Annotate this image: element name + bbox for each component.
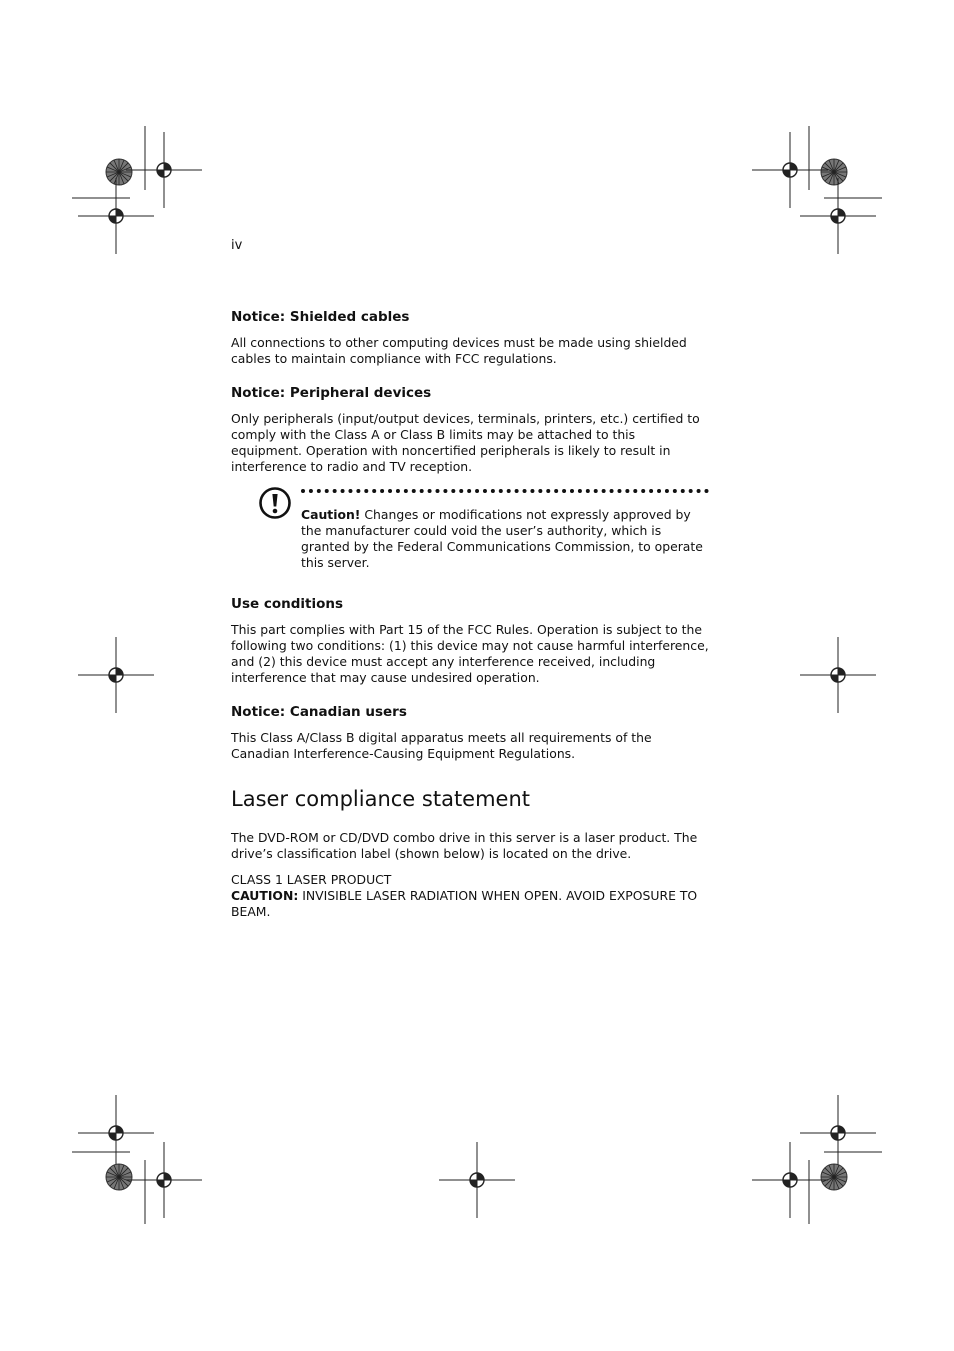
caution-label: Caution!	[301, 507, 361, 522]
registration-cross-icon	[800, 178, 876, 254]
registration-cross-icon	[800, 1095, 876, 1171]
section-heading-use-conditions: Use conditions	[231, 596, 344, 612]
section-body-peripheral-devices: Only peripherals (input/output devices, terminals, printers, etc.) certified to comply with the Class A or Class B limits may be attached to this equipment. Operation with noncertified peripherals is likely to result in interference to radio and TV reception.	[231, 411, 700, 474]
registration-cross-icon	[439, 1142, 515, 1218]
laser-class-label: CLASS 1 LASER PRODUCT	[231, 872, 392, 887]
registration-star-icon	[821, 159, 847, 185]
registration-cross-icon	[78, 1095, 154, 1171]
page-number: iv	[231, 238, 243, 253]
section-body-canadian-users: This Class A/Class B digital apparatus meets all requirements of the Canadian Interference-Causing Equipment Regulations.	[231, 730, 652, 761]
exclamation-circle-icon	[258, 486, 292, 520]
caution-note	[231, 489, 709, 571]
registration-cross-icon	[78, 178, 154, 254]
section-heading-canadian-users: Notice: Canadian users	[231, 704, 407, 720]
page-content	[231, 308, 709, 920]
section-heading-shielded-cables: Notice: Shielded cables	[231, 309, 410, 325]
section-body-shielded-cables: All connections to other computing devices must be made using shielded cables to maintain compliance with FCC regulations.	[231, 335, 687, 366]
laser-compliance-title: Laser compliance statement	[231, 787, 531, 811]
laser-caution-text	[231, 888, 709, 920]
registration-cross-icon	[752, 132, 828, 208]
caution-text	[301, 507, 709, 571]
registration-star-icon	[821, 1164, 847, 1190]
registration-cross-icon	[800, 637, 876, 713]
registration-cross-icon	[126, 132, 202, 208]
registration-cross-icon	[126, 1142, 202, 1218]
registration-star-icon	[106, 159, 132, 185]
registration-star-icon	[106, 1164, 132, 1190]
registration-cross-icon	[78, 637, 154, 713]
laser-caution-label: CAUTION:	[231, 888, 299, 903]
laser-caution-body: INVISIBLE LASER RADIATION WHEN OPEN. AVOID EXPOSURE TO BEAM.	[231, 888, 698, 919]
section-body-use-conditions: This part complies with Part 15 of the FCC Rules. Operation is subject to the following two conditions: (1) this device may not cause harmful interference, and (2) this device must accept any interference received, including interference that may cause undesired operation.	[231, 622, 709, 685]
caution-body: Changes or modifications not expressly approved by the manufacturer could void the user’s authority, which is granted by the Federal Communications Commission, to operate this server.	[301, 507, 703, 570]
caution-dotted-rule	[301, 489, 709, 493]
registration-cross-icon	[752, 1142, 828, 1218]
laser-compliance-section	[231, 830, 709, 920]
section-heading-peripheral-devices: Notice: Peripheral devices	[231, 385, 432, 401]
laser-compliance-body: The DVD-ROM or CD/DVD combo drive in this server is a laser product. The drive’s classification label (shown below) is located on the drive.	[231, 830, 698, 861]
